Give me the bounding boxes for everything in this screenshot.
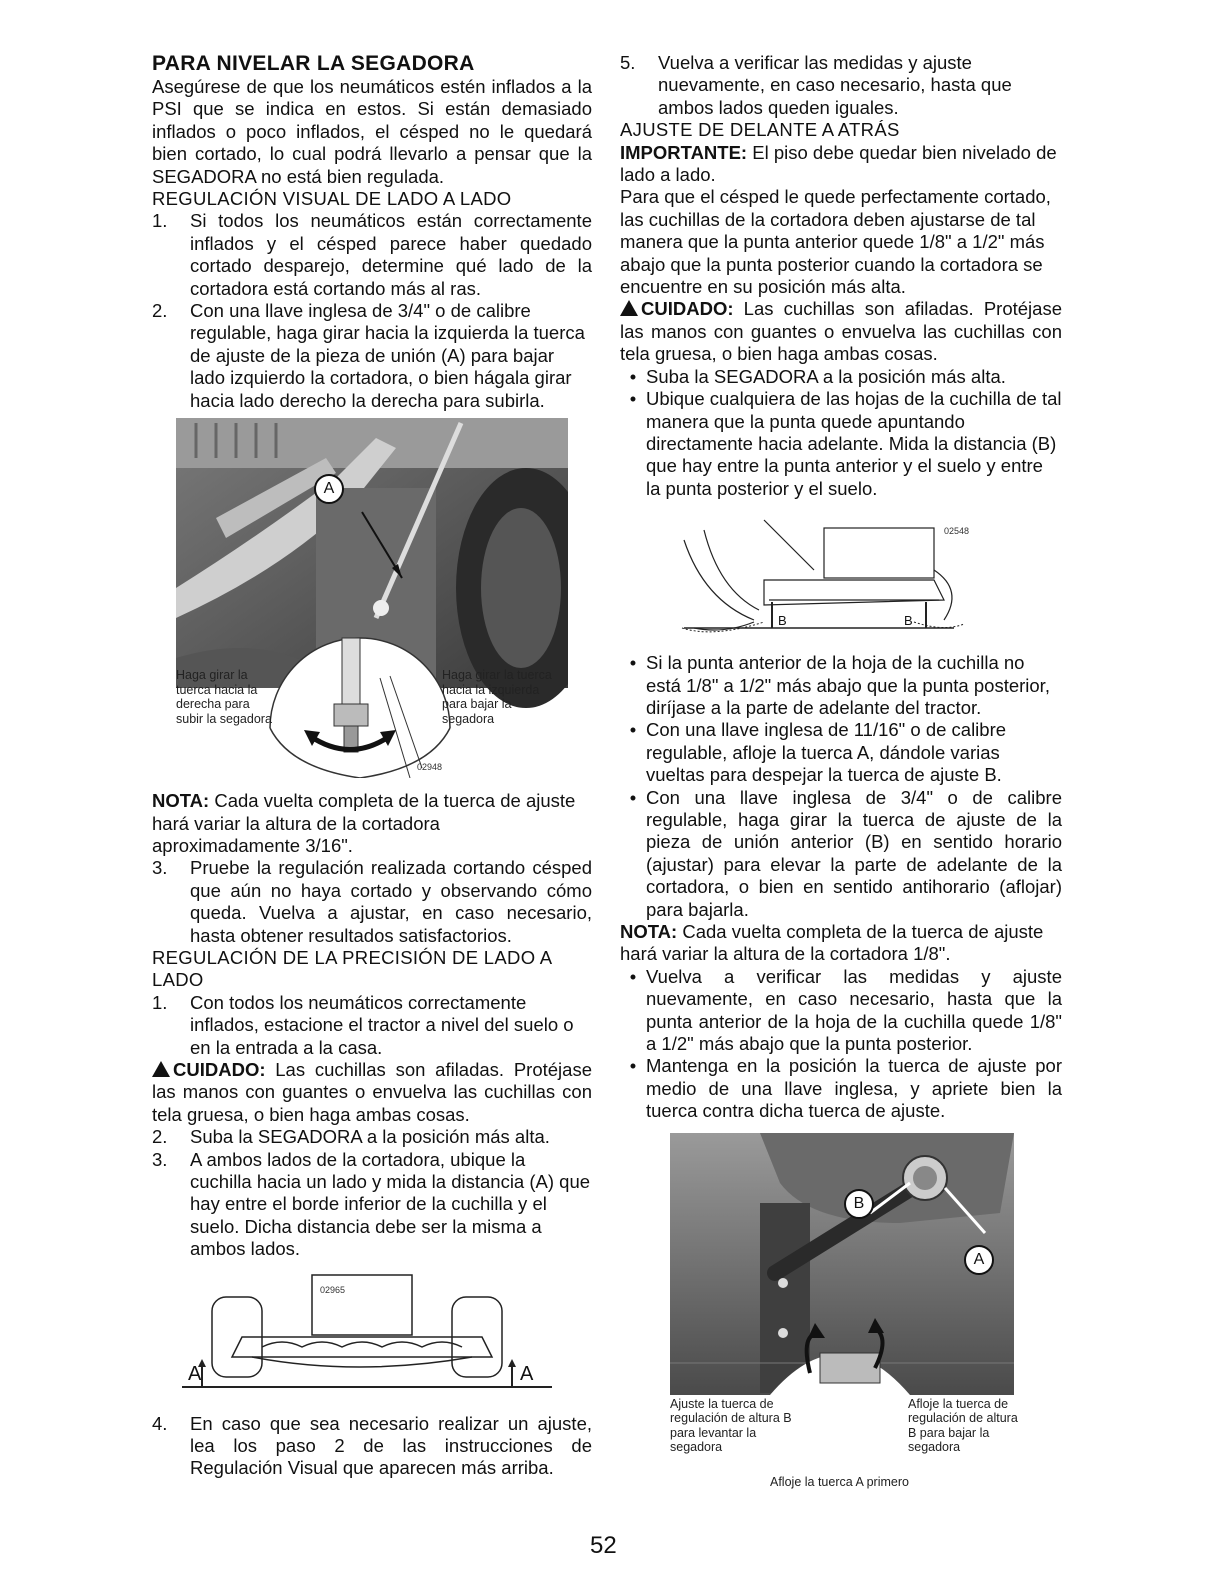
caption-raise: Ajuste la tuerca de regulación de altura B para levantar la segadora: [670, 1396, 792, 1455]
callout-a: A: [964, 1245, 994, 1275]
warning-icon: [620, 300, 638, 316]
precision-heading: REGULACIÓN DE LA PRECISIÓN DE LADO A LADO: [152, 946, 552, 991]
blade-paragraph: Para que el césped le quede perfectamente cortado, las cuchillas de la cortadora deben ajustarse de tal manera que la punta anterior quede 1/8" a 1/2" más abajo que la punta posterior cuando la cortadora se encuentre en su posición más alta.: [620, 186, 1051, 298]
visual-step: 2. Con una llave inglesa de 3/4" o de calibre regulable, haga girar hacia la izquierda la tuerca de ajuste de la pieza de unión (A) para bajar lado izquierdo la cortadora, o bien hágala girar hacia lado derecho la derecha para subirla.: [152, 300, 585, 411]
intro-paragraph: Asegúrese de que los neumáticos estén inflados a la PSI que se indica en estos. Si están demasiado inflados o poco inflados, el césped no le quedará bien cortado, lo cual podrá llevarlo a pensar que la SEGADORA no está bien regulada.: [152, 76, 592, 187]
mower-front-figure: [152, 1267, 592, 1407]
page-number: 52: [590, 1532, 617, 1559]
caution-paragraph: CUIDADO: Las cuchillas son afiladas. Protéjase las manos con guantes o envuelva las cuchillas con tela gruesa, o bien haga ambas cosas.: [152, 1058, 592, 1125]
front-back-heading: AJUSTE DE DELANTE A ATRÁS: [620, 119, 900, 141]
nota-paragraph: NOTA: Cada vuelta completa de la tuerca de ajuste hará variar la altura de la cortadora 1/8".: [620, 921, 1044, 965]
list-item: • Con una llave inglesa de 3/4" o de calibre regulable, haga girar la tuerca de ajuste de la pieza de unión anterior (B) en sentido horario (ajustar) para elevar la parte de adelante de la cortadora, o bien en sentido antihorario (aflojar) para bajarla.: [629, 786, 1062, 920]
figure-code: 02948: [417, 762, 443, 773]
caption-raise: Haga girar la tuerca hacia la derecha para subir la segadora: [176, 668, 272, 726]
list-item: • Si la punta anterior de la hoja de la cuchilla no está 1/8" a 1/2" más abajo que la punta posterior, diríjase a la parte de adelante del tractor.: [629, 652, 1050, 718]
recheck-step: 5. Vuelva a verificar las medidas y ajuste nuevamente, en caso necesario, hasta que ambos lados queden iguales.: [620, 52, 1012, 118]
nota-paragraph: NOTA: Cada vuelta completa de la tuerca de ajuste hará variar la altura de la cortadora aproximadamente 3/16".: [152, 790, 576, 856]
distance-label-left: A: [188, 1362, 202, 1385]
test-step: 3. Pruebe la regulación realizada cortando césped que aún no haya cortado y observando cómo queda. Vuelva a ajustar, en caso necesario, hasta obtener resultados satisfactorios.: [152, 857, 592, 946]
caption-lower: Haga girar la tuerca hacia la izquierda para bajar la segadora: [442, 668, 552, 726]
distance-label-right: A: [520, 1362, 534, 1385]
blade-label-rear: B: [904, 613, 913, 629]
visual-step: 1. Si todos los neumáticos están correctamente inflados y el césped parece haber quedado cortado desparejo, determine qué lado de la cortadora está cortando más al ras.: [152, 210, 592, 299]
side-view-drawing: [664, 510, 964, 646]
caption-first: Afloje la tuerca A primero: [770, 1474, 909, 1489]
left-column: [152, 52, 592, 1480]
nut-closeup: [260, 618, 460, 778]
callout-b: B: [844, 1189, 874, 1219]
caution-paragraph: CUIDADO: Las cuchillas son afiladas. Protéjase las manos con guantes o envuelva las cuchillas con tela gruesa, o bien haga ambas cosas.: [620, 298, 1062, 365]
warning-icon: [152, 1061, 170, 1077]
front-link-figure: [620, 1129, 1062, 1509]
list-item: • Vuelva a verificar las medidas y ajuste nuevamente, en caso necesario, hasta que la punta anterior de la hoja de la cuchilla quede 1/8" a 1/2" más abajo que la punta posterior.: [629, 965, 1062, 1055]
precision-step: 1. Con todos los neumáticos correctamente inflados, estacione el tractor a nivel del suelo o en la entrada a la casa.: [152, 991, 574, 1058]
blade-label-front: B: [778, 613, 787, 629]
precision-step: 3. A ambos lados de la cortadora, ubique la cuchilla hacia un lado y mida la distancia (A) que hay entre el borde inferior de la cuchilla y el suelo. Dicha distancia debe ser la misma a ambos lados.: [152, 1148, 591, 1260]
figure-code: 02548: [944, 526, 970, 537]
adjustment-linkage-figure: [152, 418, 592, 784]
section-title: PARA NIVELAR LA SEGADORA: [152, 52, 475, 75]
front-link-photo: [670, 1133, 1014, 1395]
caption-lower: Afloje la tuerca de regulación de altura B para bajar la segadora: [908, 1396, 1018, 1455]
list-item: • Mantenga en la posición la tuerca de ajuste por medio de una llave inglesa, y apriete bien la tuerca contra dicha tuerca de ajuste.: [629, 1055, 1062, 1122]
list-item: • Suba la SEGADORA a la posición más alta.: [629, 365, 1006, 387]
precision-step: 2. Suba la SEGADORA a la posición más alta.: [152, 1126, 550, 1148]
list-item: • Con una llave inglesa de 11/16" o de calibre regulable, afloje la tuerca A, dándole varias vueltas para despejar la tuerca de ajuste B.: [629, 719, 1007, 786]
figure-code: 02965: [320, 1284, 346, 1295]
callout-a: A: [314, 474, 344, 504]
blade-measure-figure: [620, 506, 1062, 646]
right-column: [620, 52, 1062, 1515]
visual-heading: REGULACIÓN VISUAL DE LADO A LADO: [152, 188, 512, 210]
list-item: • Ubique cualquiera de las hojas de la cuchilla de tal manera que la punta quede apuntando directamente hacia adelante. Mida la distancia (B) que hay entre la punta anterior y el suelo y entre la punta posterior y el suelo.: [629, 388, 1062, 499]
important-paragraph: IMPORTANTE: El piso debe quedar bien nivelado de lado a lado.: [620, 141, 1057, 186]
mower-deck-drawing: [152, 1267, 572, 1407]
final-step: 4. En caso que sea necesario realizar un ajuste, lea los paso 2 de las instrucciones de Regulación Visual que aparecen más arriba.: [152, 1412, 592, 1479]
